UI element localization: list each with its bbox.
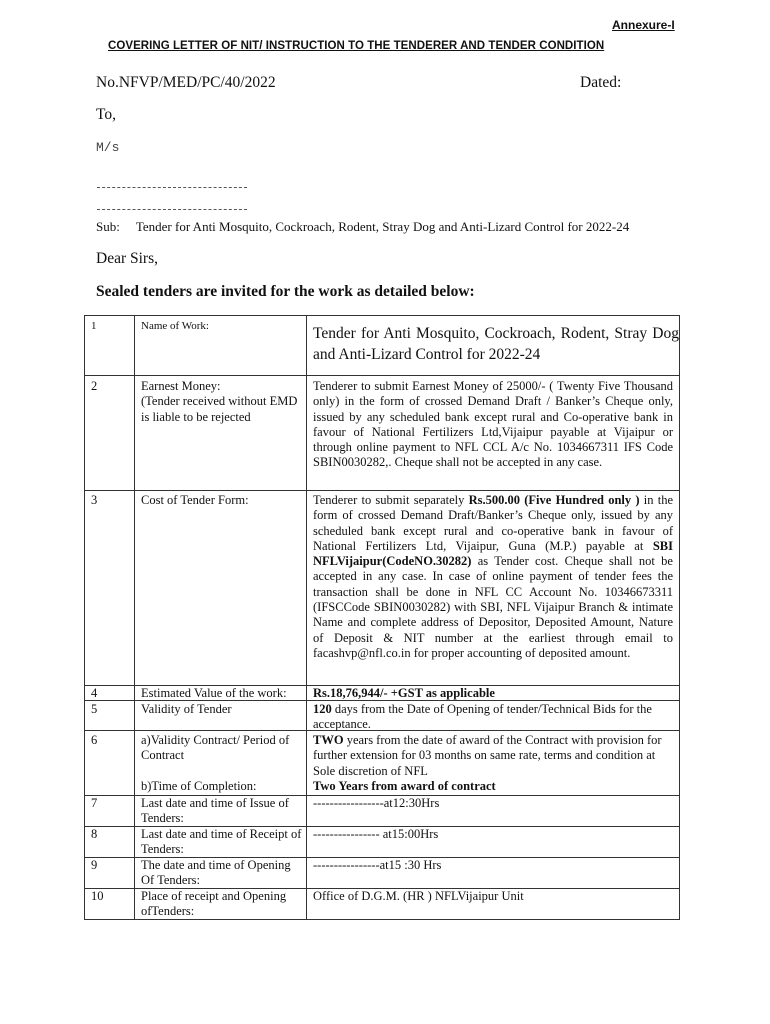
subject-label: Sub:: [96, 219, 120, 234]
salutation: Dear Sirs,: [96, 250, 158, 267]
intro-heading: Sealed tenders are invited for the work as detailed below:: [96, 283, 475, 300]
row-number: 1: [91, 320, 97, 332]
annexure-label: Annexure-I: [612, 18, 675, 32]
subject-text: Tender for Anti Mosquito, Cockroach, Rodent, Stray Dog and Anti-Lizard Control for 2022-24: [135, 219, 630, 234]
value-text: in the form of crossed Demand Draft/Banker’s Cheque only, issued by any scheduled bank except rural and co-operative bank in favour of National Fertilizers Ltd, Vijaipur, Guna (M.P.) payable at: [313, 493, 674, 553]
row-number: 4: [91, 686, 98, 700]
tender-fee-amount: Rs.500.00 (Five Hundred only ): [468, 493, 640, 507]
row-value: ---------------- at15:00Hrs: [313, 827, 439, 841]
column-divider: [134, 316, 135, 919]
row-divider: [85, 490, 679, 491]
reference-number: No.NFVP/MED/PC/40/2022: [96, 74, 276, 91]
row-value: -----------------at12:30Hrs: [313, 796, 440, 810]
row-number: 8: [91, 827, 98, 841]
row-label: Last date and time of Issue of Tenders:: [141, 796, 289, 826]
row-value: Tenderer to submit Earnest Money of 25000/- ( Twenty Five Thousand only) in the form of crossed Demand Draft / Banker’s Cheque only, issued by any scheduled bank except rural and Co-operative bank in favour of National Fertilizers Ltd,Vijaipur payable at Vijaipur or through online payment to NFL CCL A/c No. 1034667311 IFS Code SBIN0030282,. Cheque shall not be accepted in any case.: [313, 379, 673, 470]
document-title: COVERING LETTER OF NIT/ INSTRUCTION TO THE TENDERER AND TENDER CONDITION: [108, 40, 605, 52]
row-label: Earnest Money: (Tender received without EMD is liable to be rejected: [141, 379, 298, 424]
value-text: as Tender cost. Cheque shall not be accepted in any case. In case of online payment of tender fees the transaction shall be done in NFL CC Account No. 10346673311 (IFSCCode SBIN0030282) with SBI, NFL Vijaipur Branch & intimate Name and complete address of Depositor, Deposited Amount, Nature of Deposit & NIT number at the earliest through email to facashvp@nfl.co.in for proper accounting of deposited amount.: [313, 554, 673, 660]
value-emphasis: TWO: [313, 733, 344, 747]
row-value: [313, 493, 673, 661]
tender-details-table: [84, 315, 680, 920]
row-number: 6: [91, 733, 98, 747]
row-value: Rs.18,76,944/- +GST as applicable: [313, 686, 495, 700]
row-number: 5: [91, 702, 98, 716]
subject-line: [96, 219, 629, 235]
value-text: years from the date of award of the Contract with provision for further extension for 03 months on same rate, terms and condition at Sole discretion of NFL: [313, 733, 662, 778]
row-label: Estimated Value of the work:: [141, 686, 287, 700]
row-subvalue: Two Years from award of contract: [313, 779, 496, 793]
ms-label: M/s: [96, 140, 120, 155]
row-number: 2: [91, 379, 98, 393]
row-label: Place of receipt and Opening ofTenders:: [141, 889, 287, 919]
column-divider: [306, 316, 307, 919]
address-blank-line-2: [97, 209, 247, 210]
row-label: The date and time of Opening Of Tenders:: [141, 858, 291, 888]
to-label: To,: [96, 106, 117, 123]
row-label: Validity of Tender: [141, 702, 232, 716]
row-value: ----------------at15 :30 Hrs: [313, 858, 442, 872]
row-label: a)Validity Contract/ Period of Contract: [141, 733, 290, 763]
row-value: Tender for Anti Mosquito, Cockroach, Rodent, Stray Dog and Anti-Lizard Control for 2022-24: [313, 325, 679, 363]
value-text: Tenderer to submit separately: [313, 493, 469, 507]
row-value: [313, 702, 673, 733]
value-emphasis: 120: [313, 702, 332, 716]
address-blank-line-1: [97, 187, 247, 188]
row-sublabel: b)Time of Completion:: [141, 779, 257, 793]
row-label: Name of Work:: [141, 320, 209, 332]
value-text: days from the Date of Opening of tender/Technical Bids for the acceptance.: [313, 702, 652, 732]
row-label: Cost of Tender Form:: [141, 493, 249, 507]
payee-bank: SBI NFLVijaipur(CodeNO.30282): [313, 538, 673, 569]
row-number: 10: [91, 889, 104, 903]
row-value: [313, 733, 673, 779]
row-value: Office of D.G.M. (HR ) NFLVijaipur Unit: [313, 889, 524, 903]
dated-label: Dated:: [580, 74, 622, 91]
row-number: 3: [91, 493, 98, 507]
row-number: 9: [91, 858, 98, 872]
row-number: 7: [91, 796, 98, 810]
row-divider: [85, 375, 679, 376]
row-label: Last date and time of Receipt of Tenders:: [141, 827, 302, 857]
